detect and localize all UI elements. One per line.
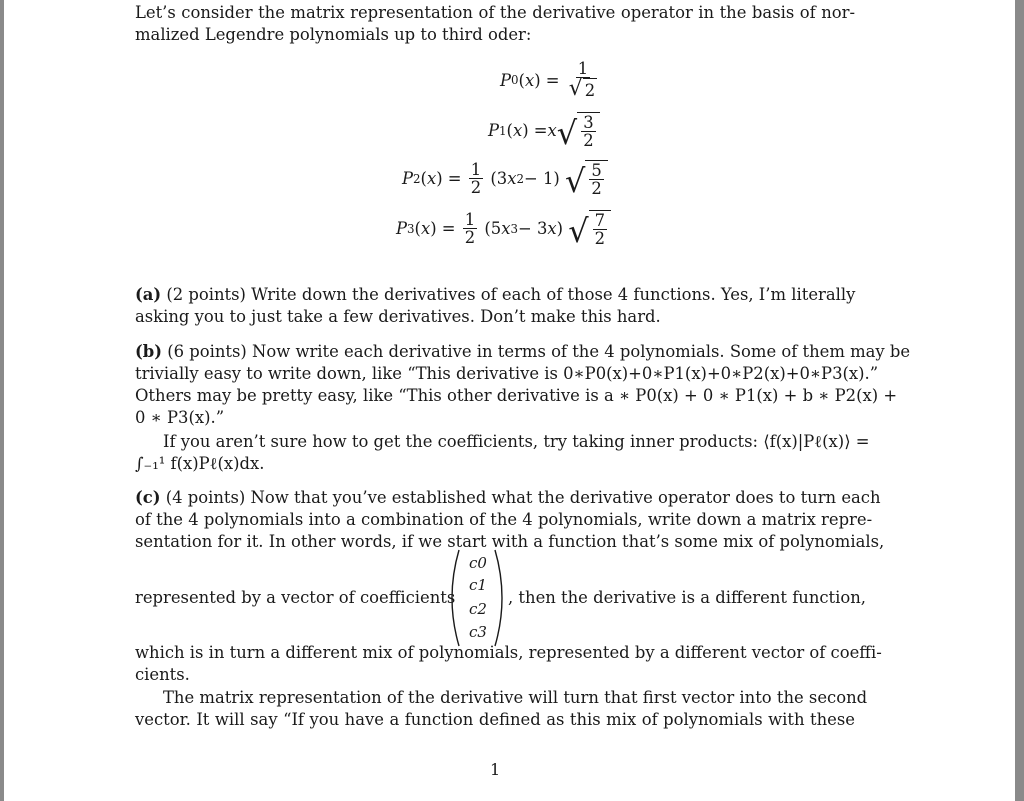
equation-p3: P 3 ( x ) = $\frac{1}{2}$ (5 x 3 − 3 x ) √ $\frac{7}{2}$: [396, 210, 611, 247]
part-b-line-5: If you aren’t sure how to get the coefficients, try taking inner products: ⟨f(x)|Pℓ(x)⟩ =: [163, 432, 870, 451]
part-c-line-4-left: represented by a vector of coefficients: [135, 588, 456, 607]
part-b-label: (b): [135, 342, 162, 361]
part-c-line-5: which is in turn a different mix of polynomials, represented by a different vector of coeffi-: [135, 643, 882, 662]
part-b-line-6: ∫₋₁¹ f(x)Pℓ(x)dx.: [135, 454, 265, 473]
part-c-line-7: The matrix representation of the derivative will turn that first vector into the second: [163, 688, 868, 707]
vector-entry-c1: c1: [469, 576, 487, 594]
part-b-line-2: trivially easy to write down, like “This derivative is 0∗P0(x)+0∗P1(x)+0∗P2(x)+0∗P3(x).”: [135, 364, 879, 383]
vector-entry-c3: c3: [469, 623, 487, 641]
equation-p2: P 2 ( x ) = $\frac{1}{2}$ (3 x 2 − 1) √ $\frac{5}{2}$: [402, 160, 608, 197]
part-c-line-3: sentation for it. In other words, if we start with a function that’s some mix of polynomials,: [135, 532, 885, 551]
vector-entry-c2: c2: [469, 600, 487, 618]
part-c-label: (c): [135, 488, 161, 507]
part-b-line-1: [135, 341, 911, 363]
part-a-text-1: (2 points) Write down the derivatives of each of those 4 functions. Yes, I’m literally: [166, 285, 856, 304]
intro-line-1: Let’s consider the matrix representation of the derivative operator in the basis of nor-: [135, 3, 855, 22]
equation-p1: P 1 ( x ) = x √ $\frac{3}{2}$: [488, 112, 600, 149]
part-b-line-3: Others may be pretty easy, like “This other derivative is a ∗ P0(x) + 0 ∗ P1(x) + b ∗ P2(x) +: [135, 386, 898, 405]
part-a-line-1: [135, 284, 855, 306]
part-c-line-1: [135, 487, 881, 509]
part-c-line-6: cients.: [135, 665, 190, 684]
part-a-label: (a): [135, 285, 162, 304]
intro-line-2: malized Legendre polynomials up to third oder:: [135, 25, 532, 44]
equation-p0: P 0 ( x ) = 1 √ 2: [500, 59, 596, 102]
part-b-text-1: (6 points) Now write each derivative in terms of the 4 polynomials. Some of them may be: [167, 342, 911, 361]
part-b-line-4: 0 ∗ P3(x).”: [135, 408, 225, 427]
part-c-text-1: (4 points) Now that you’ve established what the derivative operator does to turn each: [165, 488, 881, 507]
viewer-right-border: [1015, 0, 1024, 801]
page-number: 1: [490, 760, 501, 779]
part-c-line-8: vector. It will say “If you have a function defined as this mix of polynomials with these: [135, 710, 855, 729]
part-c-line-4-right: , then the derivative is a different function,: [508, 588, 867, 607]
vector-entry-c0: c0: [469, 554, 487, 572]
part-c-line-2: of the 4 polynomials into a combination of the 4 polynomials, write down a matrix repre-: [135, 510, 873, 529]
part-a-line-2: asking you to just take a few derivatives. Don’t make this hard.: [135, 307, 661, 326]
coefficient-vector: [447, 548, 507, 648]
